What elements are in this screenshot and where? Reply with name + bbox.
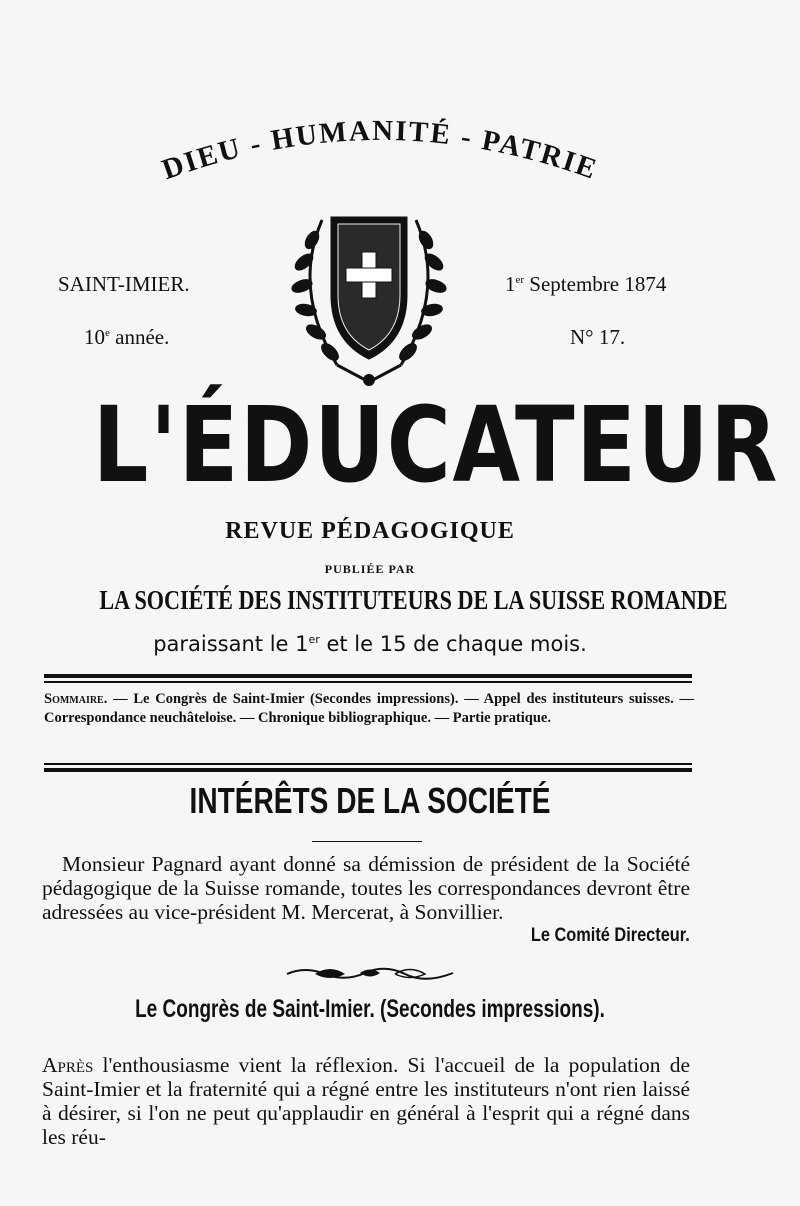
divider-rule	[44, 681, 692, 683]
issue-number: N° 17.	[570, 325, 626, 349]
divider-rule	[44, 768, 692, 772]
article-lead-word: Après	[42, 1053, 94, 1077]
published-by-label: PUBLIÉE PAR	[324, 562, 416, 576]
issue-date	[505, 272, 666, 297]
year-suffix: e	[105, 327, 110, 339]
date-day-suffix: er	[515, 274, 525, 286]
section-underline	[312, 841, 422, 842]
notice-text: Monsieur Pagnard ayant donné sa démission de président de la Société pédagogique de la Suisse romande, toutes les correspondances devront être adressées au vice-président M. Mercerat, à Sonvillier.	[42, 852, 690, 924]
divider-rule	[44, 674, 692, 678]
year-number: 10	[84, 325, 105, 349]
decorative-flourish-icon	[285, 962, 455, 984]
society-notice	[42, 852, 690, 948]
society-name: LA SOCIÉTÉ DES INSTITUTEURS DE LA SUISSE ROMANDE	[99, 585, 728, 615]
section-title: INTÉRÊTS DE LA SOCIÉTÉ	[189, 780, 551, 821]
frequency-sup: er	[308, 633, 320, 646]
motto-text: DIEU - HUMANITÉ - PATRIE	[158, 114, 603, 187]
summary-block	[44, 690, 694, 728]
summary-text: — Le Congrès de Saint-Imier (Secondes impressions). — Appel des instituteurs suisses. — Correspondance neuchâteloise. — Chronique bibliographique. — Partie pratique.	[44, 691, 694, 726]
masthead-subtitle: REVUE PÉDAGOGIQUE	[225, 518, 515, 544]
publication-year	[84, 325, 169, 350]
frequency-text-b: et le 15 de chaque mois.	[319, 632, 587, 656]
article-body	[42, 1053, 690, 1149]
article-title: Le Congrès de Saint-Imier. (Secondes impressions).	[135, 995, 605, 1023]
publication-frequency	[0, 632, 740, 656]
notice-signature: Le Comité Directeur.	[531, 925, 690, 946]
year-label: année.	[109, 325, 170, 349]
article-text: l'enthousiasme vient la réflexion. Si l'accueil de la population de Saint-Imier et la fraternité qui a régné entre les instituteurs n'ont rien laissé à désirer, si l'on ne peut qu'applaudir en général à l'esprit qui a régné dans les réu-	[42, 1053, 690, 1149]
frequency-text-a: paraissant le 1	[153, 632, 309, 656]
motto-arc	[120, 95, 640, 215]
divider-rule	[44, 763, 692, 765]
city-label: SAINT-IMIER.	[58, 272, 190, 296]
date-month-year: Septembre 1874	[524, 272, 667, 296]
date-day: 1	[505, 272, 516, 296]
swiss-cross-shield-icon	[282, 200, 456, 390]
summary-label: Sommaire.	[44, 691, 108, 707]
masthead-title: L'ÉDUCATEUR	[92, 384, 780, 506]
